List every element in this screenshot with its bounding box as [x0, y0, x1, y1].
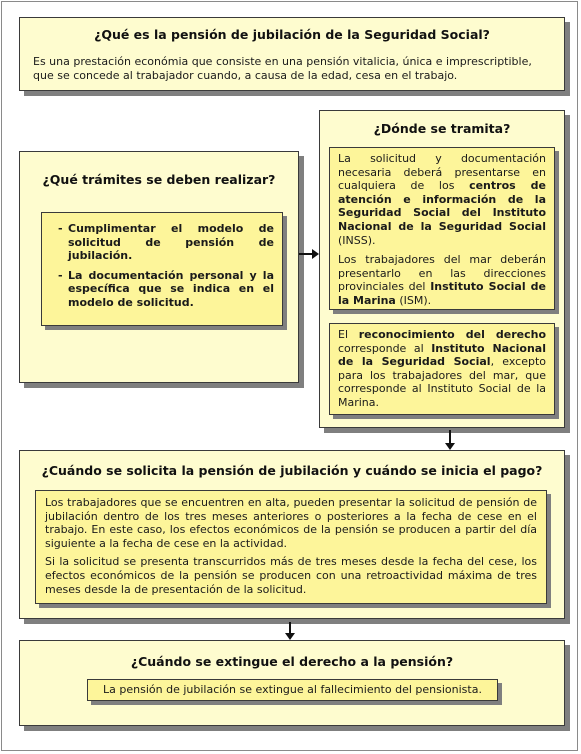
box-when-ends	[19, 640, 565, 726]
arrow-down-icon	[284, 622, 296, 642]
box-what-is-pension	[19, 17, 565, 91]
p2-tail: (ISM).	[395, 293, 432, 307]
p1-tail: (INSS).	[338, 233, 376, 247]
p2-bold: Instituto Social de la Marina	[338, 280, 546, 307]
box-where-processed	[319, 110, 565, 428]
procedures-list-panel	[41, 212, 283, 326]
box-when-apply	[19, 450, 565, 619]
box-what-is-pension-title: ¿Qué es la pensión de jubilación de la Seguridad Social?	[94, 27, 490, 42]
p3-text: El	[338, 328, 359, 341]
right-recognition-panel	[329, 323, 555, 415]
box-procedures	[19, 151, 299, 383]
arrow-right-icon	[299, 248, 321, 260]
p1-bold: centros de atención e información de la Seguridad Social del Instituto Nacional de la Seguridad Social	[338, 179, 546, 233]
when-ends-panel	[87, 679, 498, 701]
box-what-is-pension-text: Es una prestación económia que consiste en una pensión vitalicia, única e imprescriptible, que se concede al trabajador cuando, a causa de la edad, cesa en el trabajo.	[33, 55, 532, 82]
where-processed-paragraph-2	[338, 253, 546, 307]
procedures-list	[56, 222, 274, 310]
p3-tail: , excepto para los trabajadores del mar, que corresponde al Instituto Social de la Marina.	[338, 355, 546, 409]
arrow-down-icon	[444, 430, 456, 452]
when-apply-paragraph-2: Si la solicitud se presenta transcurridos más de tres meses desde la fecha del cese, los efectos económicos de la pensión se producen con una retroactividad máxima de tres meses desde la de presentación de la solicitud.	[45, 555, 537, 596]
p3-bold-2: Instituto Nacional de la Seguridad Social	[338, 341, 546, 369]
p1-text: La solicitud y documentación necesaria deberá presentarse en cualquiera de los	[338, 152, 546, 193]
list-item: - La documentación personal y la específica que se indica en el modelo de solicitud.	[56, 269, 274, 310]
box-where-processed-title: ¿Dónde se tramita?	[373, 121, 511, 136]
where-processed-paragraph-1	[338, 152, 546, 247]
when-apply-paragraph-1: Los trabajadores que se encuentren en alta, pueden presentar la solicitud de pensión de jubilación dentro de los tres meses anteriores o posteriores a la fecha de cese en el trabajo. En este caso, los efectos económicos de la pensión se producen a partir del día siguiente a la fecha de cese en la actividad.	[45, 496, 537, 550]
right-recognition-paragraph	[338, 328, 546, 410]
when-apply-panel	[35, 490, 547, 604]
when-ends-text: La pensión de jubilación se extingue al fallecimiento del pensionista.	[103, 683, 482, 696]
list-item: - Cumplimentar el modelo de solicitud de pensión de jubilación.	[56, 222, 274, 263]
box-when-ends-title: ¿Cuándo se extingue el derecho a la pensión?	[130, 654, 454, 669]
where-processed-panel	[329, 147, 555, 310]
box-procedures-title: ¿Qué trámites se deben realizar?	[42, 172, 276, 187]
p3-bold-1: reconocimiento del derecho	[358, 328, 546, 341]
p3-text-2: corresponde al	[338, 341, 432, 355]
p2-text: Los trabajadores del mar deberán presentarlo en las direcciones provinciales del	[338, 253, 546, 294]
box-when-apply-title: ¿Cuándo se solicita la pensión de jubilación y cuándo se inicia el pago?	[41, 463, 543, 478]
